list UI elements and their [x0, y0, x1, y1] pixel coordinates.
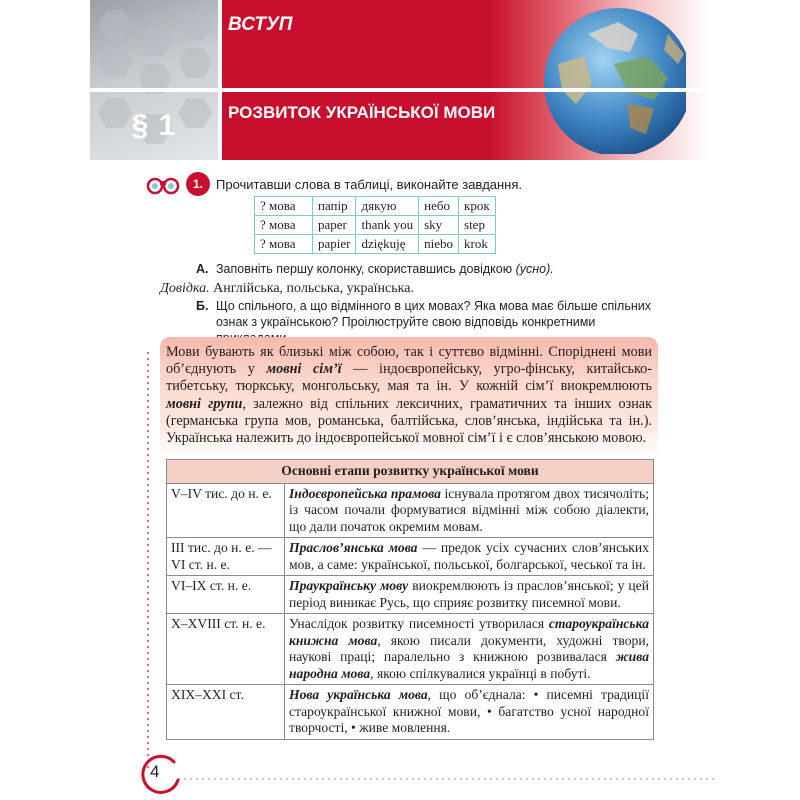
page-number-ring [140, 754, 182, 796]
stage-period: VI–IX ст. н. е. [167, 576, 285, 614]
stage-description: Нова українська мова, що об’єднала: • писемні традиції староукраїнської книжної мови, • багатство усної народної творчості, • живе мовлення. [285, 685, 654, 740]
words-table-cell: ? мова [255, 216, 313, 235]
task-number-badge: 1. [186, 172, 210, 196]
page-number: 4 [150, 762, 160, 781]
stage-description: Унаслідок розвитку писемності утворилася староукраїнська книжна мова, якою писали документи, художні твори, наукові праці; паралельно з книжною розвивалася жива народна мова, якою спілкувалися українці в побуті. [285, 614, 654, 685]
words-table-cell: sky [419, 216, 459, 235]
words-table [254, 196, 496, 254]
dotted-bottom-line [176, 778, 716, 780]
stages-table-row [167, 538, 654, 576]
task-1a-text: Заповніть першу колонку, скориставшись довідкою [216, 262, 513, 276]
language-stages-table [166, 459, 654, 740]
words-table-cell: krok [459, 235, 496, 254]
words-table-cell: thank you [356, 216, 419, 235]
term-language-families: мовні сім’ї [266, 361, 342, 378]
words-table-cell: paper [313, 216, 356, 235]
term-language-groups: мовні групи [166, 395, 243, 412]
task-instruction: Прочитавши слова в таблиці, виконайте завдання. [216, 176, 523, 192]
chapter-banner [90, 0, 710, 160]
stages-table-row [167, 576, 654, 614]
stages-table-row [167, 685, 654, 740]
stage-term: Нова українська мова [289, 687, 428, 702]
words-table-row [255, 197, 496, 216]
stage-term: жива народна мова [289, 649, 649, 681]
stage-term: Індоєвропейська прамова [289, 485, 441, 501]
words-table-cell: papier [313, 235, 356, 254]
words-table-cell: дякую [356, 197, 419, 216]
task-1a-label: А. [196, 262, 209, 276]
stages-table-header: Основні етапи розвитку української мови [167, 460, 654, 484]
hint-text: Англійська, польська, українська. [213, 281, 414, 296]
dotted-margin-line [147, 350, 149, 770]
words-table-row [255, 235, 496, 254]
words-table-cell: dziękuję [356, 235, 419, 254]
stage-period: XIX–XXI ст. [167, 685, 285, 740]
words-table-cell: niebo [419, 235, 459, 254]
words-table-cell: ? мова [255, 235, 313, 254]
words-table-row [255, 216, 496, 235]
task-1b-text: Що спільного, а що відмінного в цих мовах? Яка мова має більше спільних ознак з українською? Проілюструйте свою відповідь конкретними [216, 299, 651, 329]
stage-description: Праукраїнську мову виокремлюють із праслов’янської; у цей період виникає Русь, що сприяє розвитку писемної мови. [285, 576, 654, 614]
stage-term: Праукраїнську мову [289, 578, 409, 593]
words-table-cell: step [459, 216, 496, 235]
words-table-cell: небо [419, 197, 459, 216]
stage-term: Праслов’янська мова [289, 540, 418, 555]
stage-description: Праслов’янська мова — предок усіх сучасних слов’янських мов, а саме: української, польської, болгарської, чеської та ін. [285, 538, 654, 576]
stage-term: староукраїнська книжна мова [289, 616, 649, 648]
hint-line [160, 281, 414, 297]
task-1b-label: Б. [196, 299, 209, 313]
stages-table-row [167, 483, 654, 538]
words-table-cell: крок [459, 197, 496, 216]
info-paragraph: Мови бувають як близькі між собою, так і суттєво відмінні. Споріднені мови об’єднують у мовні сім’ї — індоєвропейську, угро-фінську, китайсько-тибетську, тюркську, монгольську, мая та ін. У кожній сім’ї виокремлюють мовні групи, залежно від спільних лексичних, граматичних та інших ознак (германська група мов, романська, балтійська, слов’янська, індійська та ін.). Українська належить до індоєвропейської мовної сім’ї і є слов’янською мовою. [166, 344, 652, 447]
stage-period: V–IV тис. до н. е. [167, 483, 285, 538]
stage-period: III тис. до н. е. — VI ст. н. е. [167, 538, 285, 576]
words-table-cell: папір [313, 197, 356, 216]
lesson-title: РОЗВИТОК УКРАЇНСЬКОЇ МОВИ [228, 103, 496, 122]
stages-table-row [167, 614, 654, 685]
task-1a-note: (усно). [515, 262, 554, 276]
binoculars-icon [146, 173, 180, 195]
stage-period: X–XVIII ст. н. е. [167, 614, 285, 685]
words-table-cell: ? мова [255, 197, 313, 216]
section-number: § 1 [131, 109, 177, 142]
hint-label: Довідка. [160, 281, 210, 296]
task-1a [196, 261, 554, 277]
stage-description: Індоєвропейська прамова існувала протягом двох тисячоліть; із часом почали формуватися відмінні між собою діалекти, що дали початок окремим мовам. [285, 483, 654, 538]
globe-image [518, 4, 686, 154]
task-1-header [146, 172, 522, 196]
chapter-title: ВСТУП [228, 14, 293, 35]
